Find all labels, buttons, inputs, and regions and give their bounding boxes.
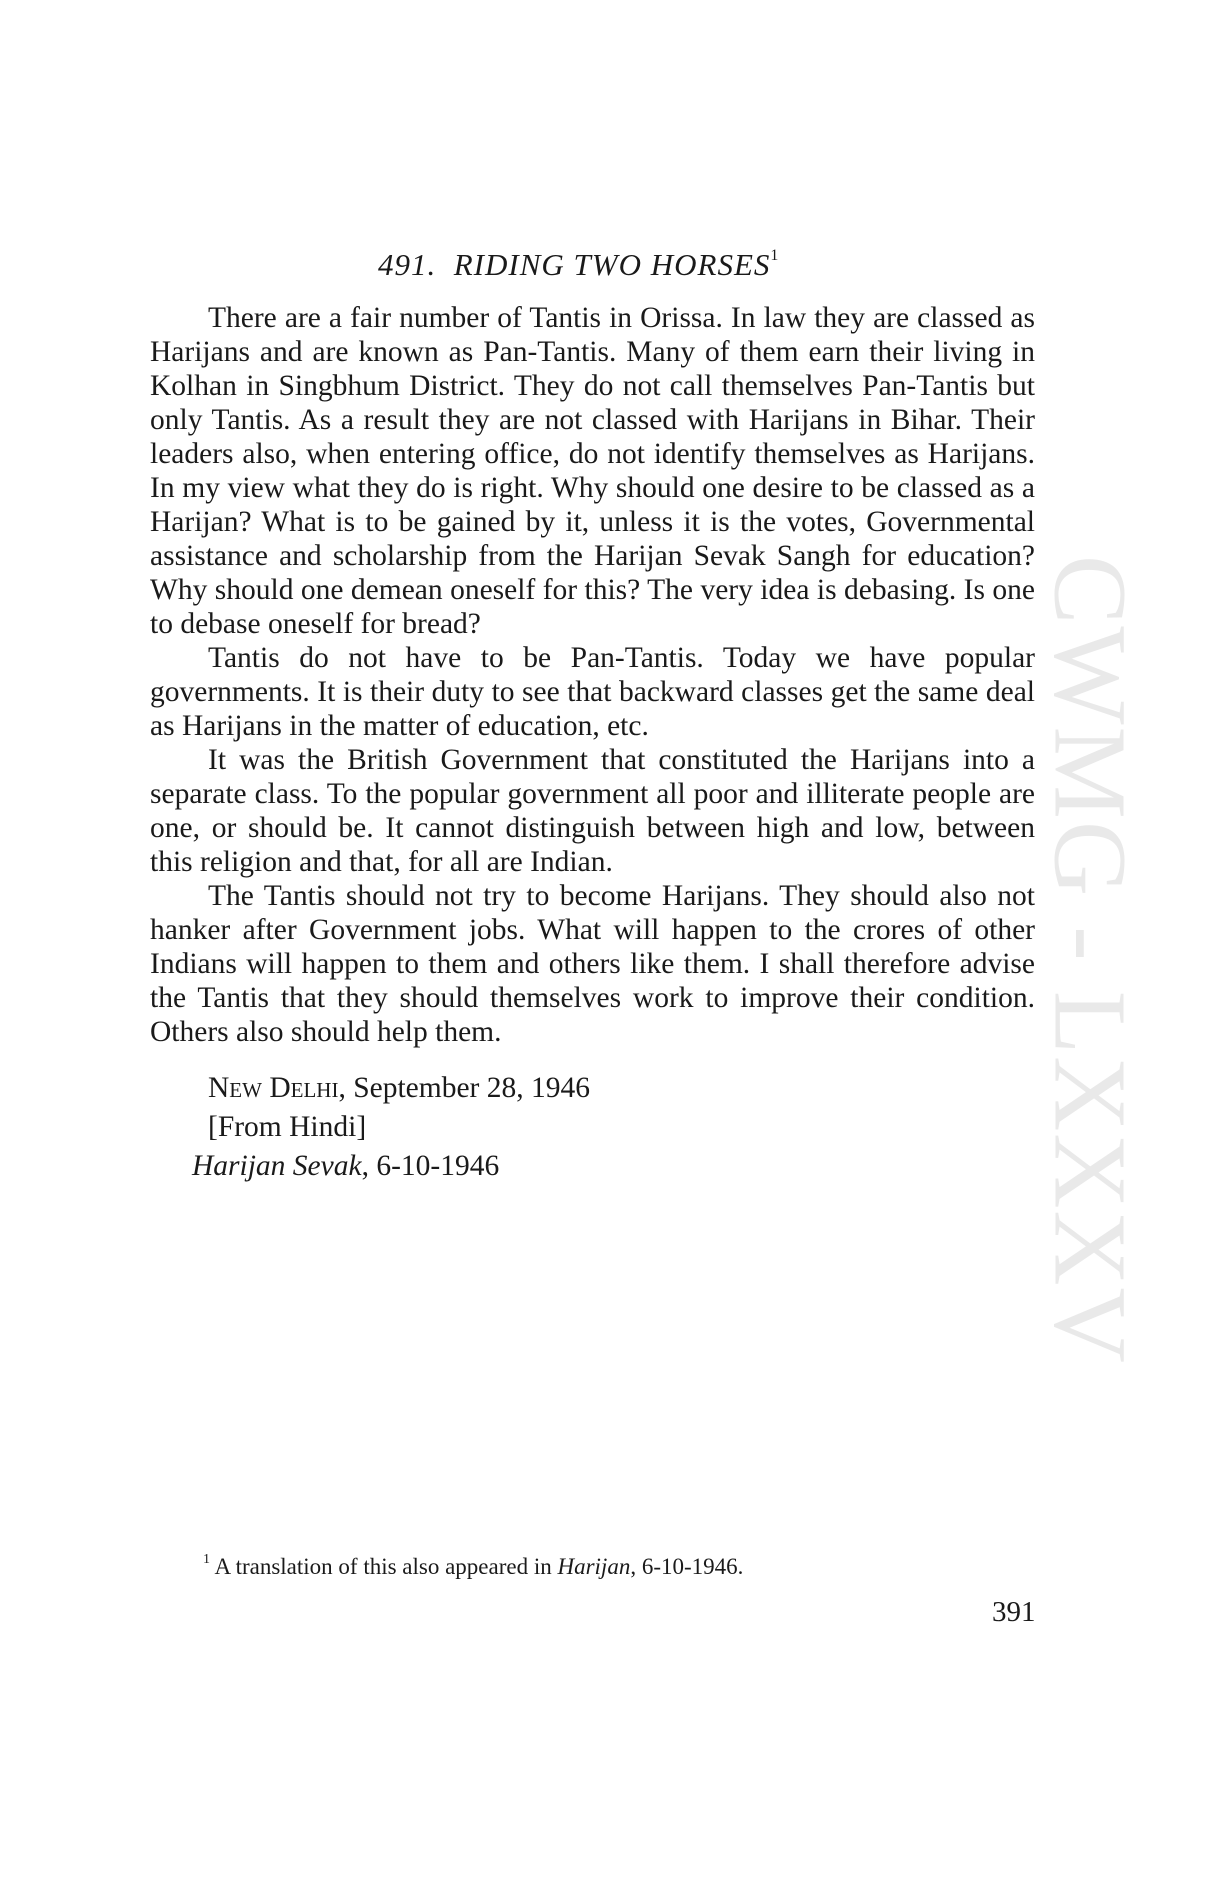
heading-footnote-mark: 1 [770, 246, 780, 264]
from-line: [From Hindi] [208, 1111, 367, 1143]
article [150, 247, 1035, 1186]
paragraph-2: Tantis do not have to be Pan-Tantis. Today we have popular governments. It is their duty to see that backward classes get the same deal as Harijans in the matter of education, etc. [150, 642, 1035, 742]
page-number: 391 [992, 1596, 1036, 1628]
footnote-mark: 1 [203, 1552, 210, 1568]
article-number: 491. [378, 247, 437, 282]
footnote-italic: Harijan [557, 1554, 631, 1579]
source-date: , 6-10-1946 [361, 1150, 500, 1182]
paragraph-4: The Tantis should not try to become Harijans. They should also not hanker after Government jobs. What will happen to the crores of other Indians will happen to them and others like them. I shall therefore advise the Tantis that they should themselves work to improve their condition. Others also should help them. [150, 880, 1035, 1048]
date: , September 28, 1946 [338, 1072, 590, 1104]
article-heading [150, 247, 1035, 283]
place-date-line [150, 1069, 1035, 1108]
footnote-text-before: A translation of this also appeared in [210, 1554, 558, 1579]
source-line [150, 1147, 1035, 1186]
signoff [150, 1069, 1035, 1186]
source-title: Harijan Sevak [192, 1150, 362, 1182]
footnote-text-after: , 6-10-1946. [630, 1554, 744, 1579]
paragraph-3: It was the British Government that constituted the Harijans into a separate class. To the popular government all poor and illiterate people are one, or should be. It cannot distinguish between high and low, between this religion and that, for all are Indian. [150, 744, 1035, 878]
paragraph-1: There are a fair number of Tantis in Orissa. In law they are classed as Harijans and are known as Pan-Tantis. Many of them earn their living in Kolhan in Singbhum District. They do not call themselves Pan-Tantis but only Tantis. As a result they are not classed with Harijans in Bihar. Their leaders also, when entering office, do not identify themselves as Harijans. In my view what they do is right. Why should one desire to be classed as a Harijan? What is to be gained by it, unless it is the votes, Governmental assistance and scholarship from the Harijan Sevak Sangh for education? Why should one demean oneself for this? The very idea is debasing. Is one to debase oneself for bread? [150, 302, 1035, 640]
watermark-text: CWMG - LXXXV [1032, 555, 1148, 1365]
watermark [1032, 390, 1148, 1530]
article-title: RIDING TWO HORSES [453, 247, 771, 282]
place: New Delhi [208, 1072, 339, 1104]
footnote [203, 1554, 743, 1580]
